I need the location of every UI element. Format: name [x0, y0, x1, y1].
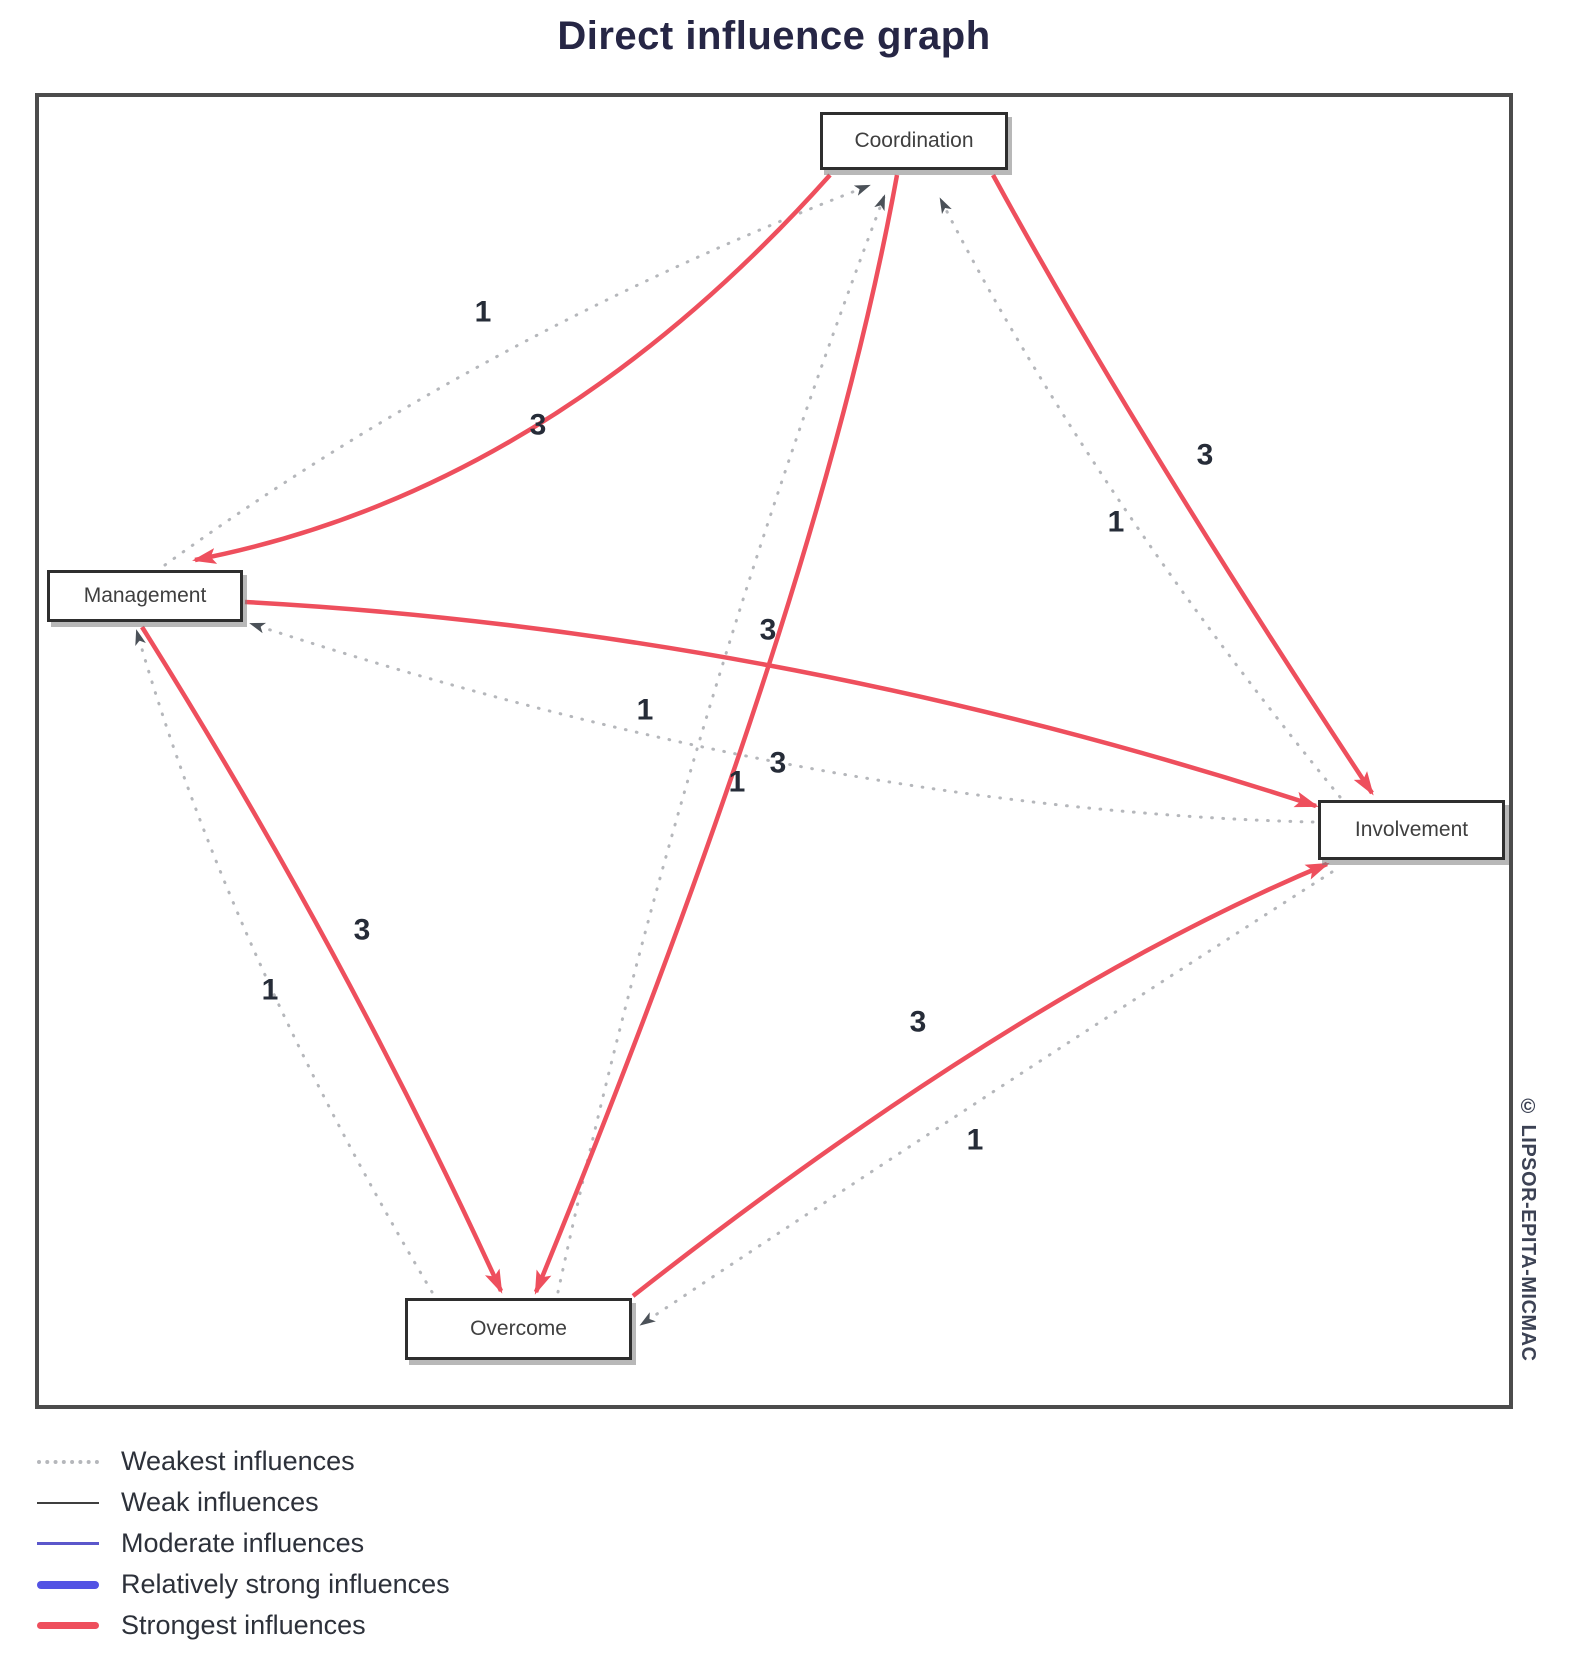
- edge-overcome-coordination: [558, 197, 884, 1292]
- edge-coordination-management: [195, 175, 830, 560]
- node-coordination: Coordination: [820, 112, 1008, 170]
- edge-management-coordination: [165, 186, 868, 565]
- edge-value-label-management-involvement: 3: [759, 613, 777, 647]
- edge-value-label-management-coordination: 1: [474, 295, 492, 329]
- edge-value-label-overcome-involvement: 3: [909, 1005, 927, 1039]
- edge-value-label-involvement-overcome: 1: [966, 1123, 984, 1157]
- legend-row-weak: [37, 1482, 450, 1523]
- edge-coordination-involvement: [993, 175, 1372, 793]
- edge-value-label-involvement-management: 1: [636, 693, 654, 727]
- legend-label: Weak influences: [121, 1487, 319, 1517]
- edge-management-overcome: [142, 627, 501, 1291]
- node-overcome: Overcome: [405, 1298, 632, 1360]
- edge-value-label-overcome-coordination: 1: [728, 765, 746, 799]
- edge-value-label-involvement-coordination: 1: [1107, 505, 1125, 539]
- edge-involvement-coordination: [941, 200, 1340, 797]
- legend-label: Relatively strong influences: [121, 1569, 450, 1599]
- edge-value-label-coordination-management: 3: [529, 408, 547, 442]
- legend-label: Strongest influences: [121, 1610, 366, 1640]
- legend-row-weakest: [37, 1441, 450, 1482]
- edge-value-label-coordination-overcome: 3: [769, 746, 787, 780]
- graph-title: Direct influence graph: [557, 14, 991, 58]
- legend-label: Weakest influences: [121, 1446, 355, 1476]
- copyright-watermark: © LIPSOR-EPITA-MICMAC: [1517, 1096, 1539, 1362]
- edge-value-label-management-overcome: 3: [353, 913, 371, 947]
- legend-row-relatively-strong: [37, 1564, 450, 1605]
- edge-involvement-overcome: [642, 872, 1332, 1324]
- legend-label: Moderate influences: [121, 1528, 365, 1558]
- edge-value-label-coordination-involvement: 3: [1196, 438, 1214, 472]
- weakest-influence-line-icon: [37, 1460, 99, 1464]
- edge-overcome-management: [137, 632, 432, 1292]
- moderate-influence-line-icon: [37, 1542, 99, 1545]
- edge-overcome-involvement: [633, 864, 1327, 1296]
- weak-influence-line-icon: [37, 1502, 99, 1504]
- legend-row-strongest: [37, 1605, 450, 1646]
- legend-row-moderate: [37, 1523, 450, 1564]
- edge-coordination-overcome: [536, 175, 897, 1292]
- legend: [37, 1441, 450, 1646]
- node-involvement: Involvement: [1318, 800, 1505, 860]
- edge-value-label-overcome-management: 1: [261, 973, 279, 1007]
- edge-involvement-management: [252, 624, 1313, 822]
- strongest-influence-line-icon: [37, 1622, 99, 1629]
- node-management: Management: [47, 570, 243, 622]
- relatively-strong-influence-line-icon: [37, 1581, 99, 1589]
